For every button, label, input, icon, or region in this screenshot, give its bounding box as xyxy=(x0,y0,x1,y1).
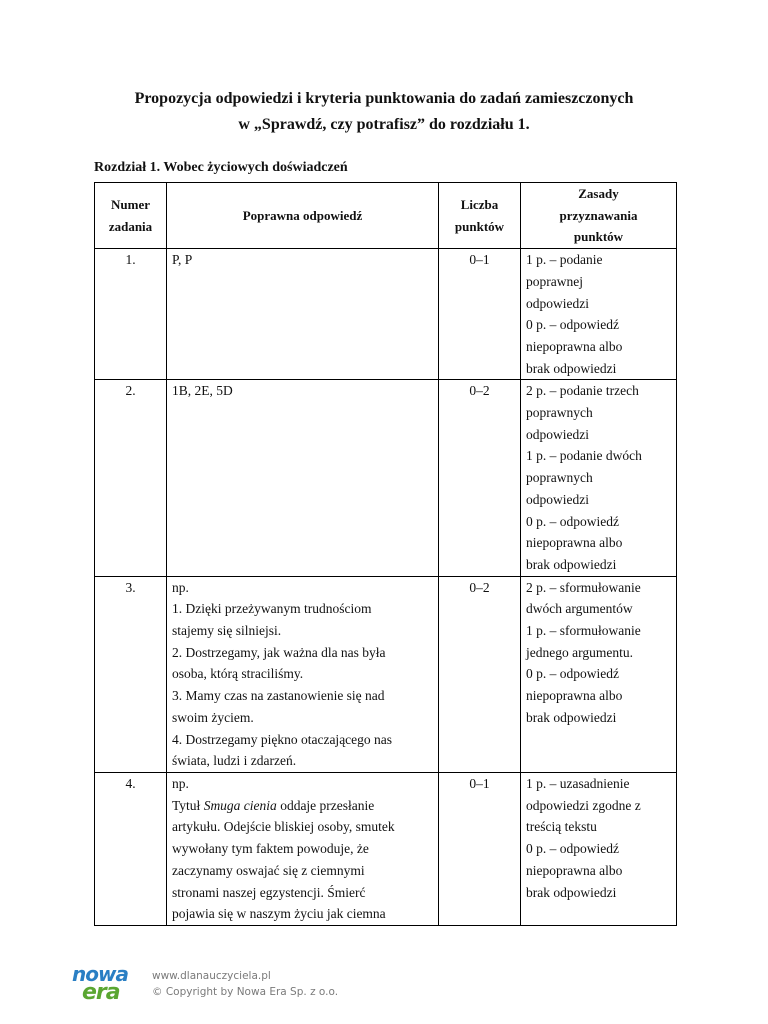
footer xyxy=(152,968,338,1000)
logo-word-nowa: nowa xyxy=(72,962,128,986)
task-number: 2. xyxy=(95,380,167,576)
task-number: 1. xyxy=(95,249,167,380)
task-number: 4. xyxy=(95,772,167,925)
document-title xyxy=(0,86,768,138)
scoring-rules: 1 p. – podanie poprawnej odpowiedzi 0 p. – odpowiedź niepoprawna albo brak odpowiedzi xyxy=(521,249,677,380)
answer-key-table xyxy=(94,182,677,926)
header-task-number: Numer zadania xyxy=(95,183,167,249)
header-correct-answer: Poprawna odpowiedź xyxy=(167,183,439,249)
footer-copyright: © Copyright by Nowa Era Sp. z o.o. xyxy=(152,986,339,998)
section-heading: Rozdział 1. Wobec życiowych doświadczeń xyxy=(94,160,348,175)
correct-answer: 1B, 2E, 5D xyxy=(167,380,439,576)
scoring-rules: 2 p. – sformułowanie dwóch argumentów 1 p. – sformułowanie jednego argumentu. 0 p. – odpowiedź niepoprawna albo brak odpowiedzi xyxy=(521,576,677,772)
title-line-2: w „Sprawdź, czy potrafisz” do rozdziału 1. xyxy=(238,116,530,133)
points-range: 0–2 xyxy=(439,576,521,772)
article-title: Smuga cienia xyxy=(203,797,277,813)
title-line-1: Propozycja odpowiedzi i kryteria punktowania do zadań zamieszczonych xyxy=(134,90,634,107)
scoring-rules: 1 p. – uzasadnienie odpowiedzi zgodne z treścią tekstu 0 p. – odpowiedź niepoprawna albo brak odpowiedzi xyxy=(521,772,677,925)
points-range: 0–1 xyxy=(439,772,521,925)
header-points: Liczba punktów xyxy=(439,183,521,249)
table-row xyxy=(95,772,677,925)
task-number: 3. xyxy=(95,576,167,772)
table-row xyxy=(95,380,677,576)
logo-word-era: era xyxy=(82,980,120,1005)
points-range: 0–1 xyxy=(439,249,521,380)
nowa-era-logo xyxy=(70,962,134,1004)
correct-answer: P, P xyxy=(167,249,439,380)
table-row xyxy=(95,576,677,772)
header-scoring-rules: Zasady przyznawania punktów xyxy=(521,183,677,249)
scoring-rules: 2 p. – podanie trzech poprawnych odpowiedzi 1 p. – podanie dwóch poprawnych odpowiedzi 0 p. – odpowiedź niepoprawna albo brak odpowiedzi xyxy=(521,380,677,576)
correct-answer: np. Tytuł Smuga cienia oddaje przesłanie artykułu. Odejście bliskiej osoby, smutek wywołany tym faktem powoduje, że zaczynamy oswajać się z ciemnymi stronami naszej egzystencji. Śmierć pojawia się w naszym życiu jak ciemna xyxy=(167,772,439,925)
table-header-row xyxy=(95,183,677,249)
table-row xyxy=(95,249,677,380)
correct-answer: np. 1. Dzięki przeżywanym trudnościom stajemy się silniejsi. 2. Dostrzegamy, jak ważna dla nas była osoba, którą straciliśmy. 3. Mamy czas na zastanowienie się nad swoim życiem. 4. Dostrzegamy piękno otaczającego nas świata, ludzi i zdarzeń. xyxy=(167,576,439,772)
points-range: 0–2 xyxy=(439,380,521,576)
footer-website: www.dlanauczyciela.pl xyxy=(152,970,271,982)
